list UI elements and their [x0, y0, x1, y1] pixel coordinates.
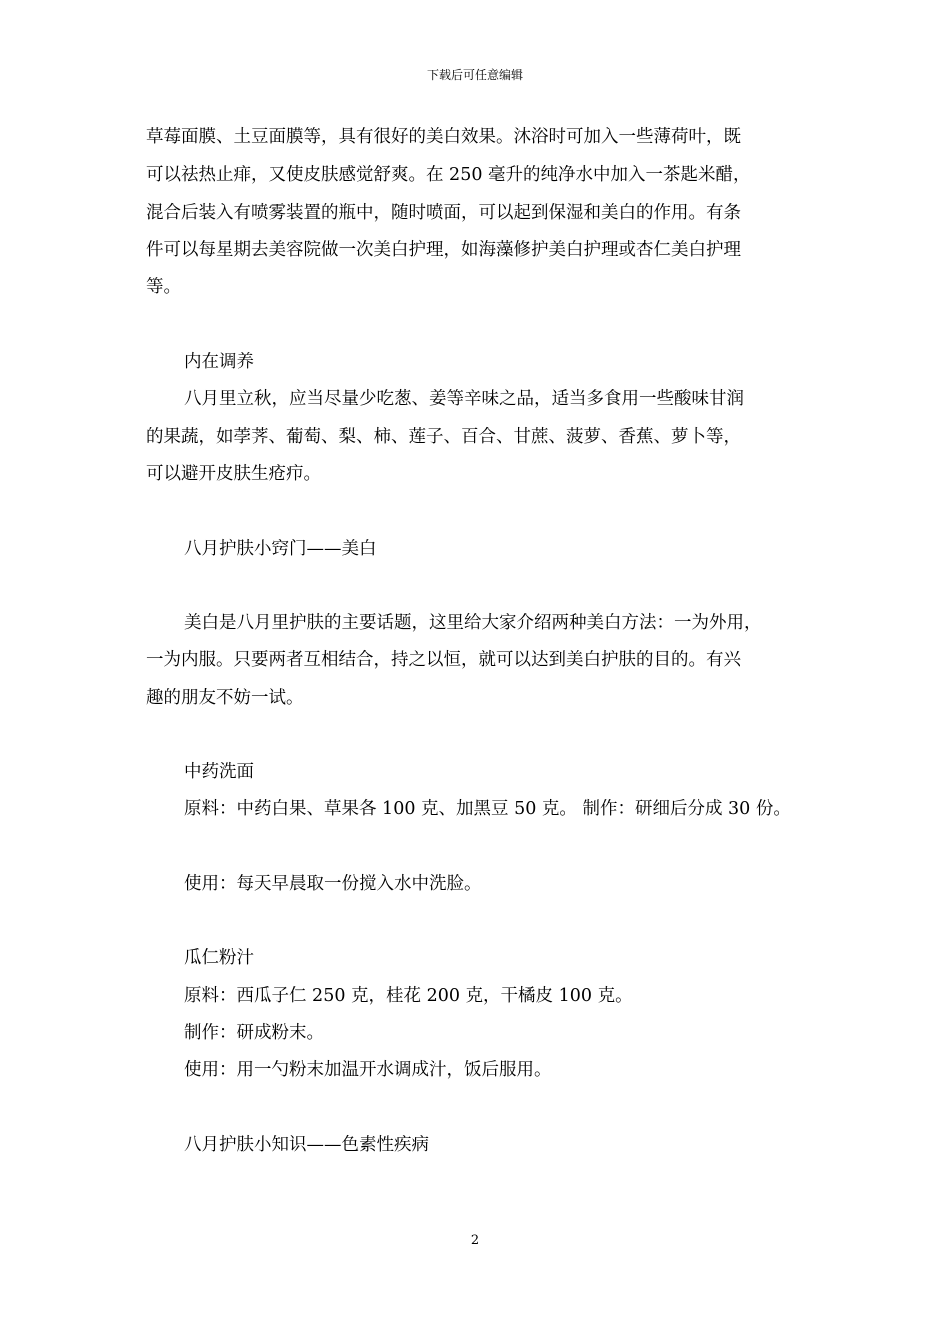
body-line: 可以避开皮肤生疮疖。	[146, 464, 321, 484]
page-number: 2	[470, 1233, 480, 1248]
body-line: 的果蔬，如荸荠、葡萄、梨、柿、莲子、百合、甘蔗、菠萝、香蕉、萝卜等，	[146, 427, 741, 447]
body-line: 八月里立秋，应当尽量少吃葱、姜等辛味之品，适当多食用一些酸味甘润	[184, 389, 744, 409]
body-line: 混合后装入有喷雾装置的瓶中，随时喷面，可以起到保湿和美白的作用。有条	[146, 203, 741, 223]
body-line: 制作：研成粉末。	[184, 1023, 324, 1043]
body-line: 一为内服。只要两者互相结合，持之以恒，就可以达到美白护肤的目的。有兴	[146, 650, 741, 670]
body-line: 使用：每天早晨取一份搅入水中洗脸。	[184, 874, 482, 894]
section-heading: 八月护肤小窍门——美白	[184, 539, 377, 559]
section-heading: 八月护肤小知识——色素性疾病	[184, 1135, 429, 1155]
body-line: 件可以每星期去美容院做一次美白护理，如海藻修护美白护理或杏仁美白护理	[146, 240, 741, 260]
body-line: 等。	[146, 277, 181, 297]
page-header: 下载后可任意编辑	[426, 68, 523, 82]
body-line: 可以祛热止痱，又使皮肤感觉舒爽。在 250 毫升的纯净水中加入一茶匙米醋，	[146, 165, 751, 185]
section-heading: 瓜仁粉汁	[184, 948, 254, 968]
body-line: 草莓面膜、土豆面膜等，具有很好的美白效果。沐浴时可加入一些薄荷叶，既	[146, 127, 741, 147]
section-heading: 中药洗面	[184, 762, 254, 782]
body-line: 美白是八月里护肤的主要话题，这里给大家介绍两种美白方法：一为外用，	[184, 613, 762, 633]
body-line: 使用：用一勺粉末加温开水调成汁，饭后服用。	[184, 1060, 552, 1080]
section-heading: 内在调养	[184, 352, 254, 372]
body-line: 原料：西瓜子仁 250 克，桂花 200 克，干橘皮 100 克。	[184, 986, 633, 1006]
body-line: 趣的朋友不妨一试。	[146, 688, 304, 708]
body-line: 原料：中药白果、草果各 100 克、加黑豆 50 克。 制作：研细后分成 30 份。	[184, 799, 791, 819]
